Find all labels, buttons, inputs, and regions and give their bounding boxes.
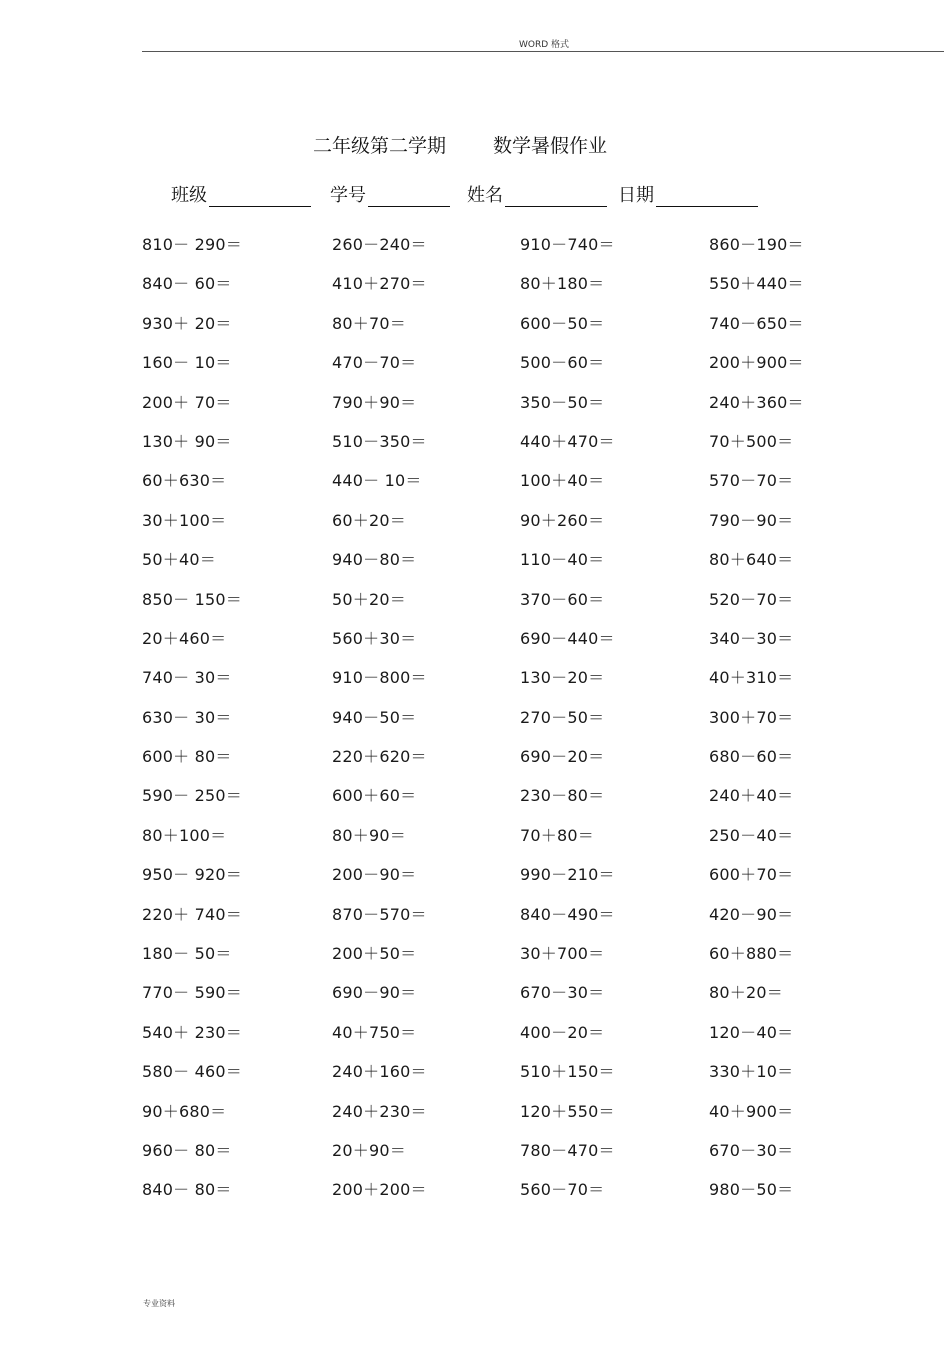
arithmetic-problem: 580－ 460＝	[142, 1062, 242, 1082]
arithmetic-problem: 940－50＝	[332, 707, 417, 727]
arithmetic-problem: 670－30＝	[520, 983, 605, 1003]
arithmetic-problem: 440－ 10＝	[332, 471, 422, 491]
arithmetic-problem: 570－70＝	[709, 471, 794, 491]
arithmetic-problem: 960－ 80＝	[142, 1140, 232, 1160]
problem-row	[142, 508, 902, 547]
arithmetic-problem: 240＋40＝	[709, 786, 794, 806]
arithmetic-problem: 810－ 290＝	[142, 235, 242, 254]
student-number-field[interactable]	[330, 181, 450, 207]
arithmetic-problem: 850－ 150＝	[142, 589, 242, 609]
arithmetic-problem: 950－ 920＝	[142, 865, 242, 885]
problem-row	[142, 862, 902, 901]
arithmetic-problem: 120－40＝	[709, 1022, 794, 1042]
arithmetic-problem: 520－70＝	[709, 589, 794, 609]
arithmetic-problem: 40＋310＝	[709, 668, 794, 688]
arithmetic-problem: 680－60＝	[709, 747, 794, 767]
problem-row	[142, 587, 902, 626]
arithmetic-problem: 510－350＝	[332, 431, 427, 451]
arithmetic-problem: 780－470＝	[520, 1140, 615, 1160]
arithmetic-problem: 790－90＝	[709, 510, 794, 530]
arithmetic-problem: 110－40＝	[520, 550, 605, 570]
student-info-fields	[0, 181, 950, 211]
arithmetic-problem: 50＋40＝	[142, 550, 216, 570]
arithmetic-problem: 690－90＝	[332, 983, 417, 1003]
arithmetic-problem: 350－50＝	[520, 392, 605, 412]
problem-row	[142, 744, 902, 783]
header-rule	[142, 51, 944, 52]
name-field[interactable]	[467, 181, 607, 207]
arithmetic-problem: 180－ 50＝	[142, 944, 232, 964]
arithmetic-problem: 770－ 590＝	[142, 983, 242, 1003]
arithmetic-problem: 60＋20＝	[332, 510, 406, 530]
problem-row	[142, 547, 902, 586]
title-semester: 二年级第二学期	[313, 135, 447, 157]
arithmetic-problem: 240＋160＝	[332, 1062, 427, 1082]
arithmetic-problem: 80＋640＝	[709, 550, 794, 570]
arithmetic-problem: 550＋440＝	[709, 274, 804, 294]
date-blank[interactable]	[656, 186, 758, 207]
arithmetic-problem: 600－50＝	[520, 313, 605, 333]
arithmetic-problem: 470－70＝	[332, 353, 417, 373]
title-subject: 数学暑假作业	[493, 135, 608, 157]
arithmetic-problem: 990－210＝	[520, 865, 615, 885]
problem-row	[142, 783, 902, 822]
problem-row	[142, 1177, 902, 1216]
arithmetic-problem: 240＋230＝	[332, 1101, 427, 1121]
arithmetic-problem: 740－650＝	[709, 313, 804, 333]
arithmetic-problem: 200＋ 70＝	[142, 392, 232, 412]
arithmetic-problem: 220＋620＝	[332, 747, 427, 767]
arithmetic-problem: 690－20＝	[520, 747, 605, 767]
arithmetic-problem: 80＋180＝	[520, 274, 605, 294]
page-footer: 专业资料	[143, 1299, 175, 1308]
arithmetic-problem: 940－80＝	[332, 550, 417, 570]
arithmetic-problem: 30＋700＝	[520, 944, 605, 964]
problem-row	[142, 1059, 902, 1098]
problem-row	[142, 1020, 902, 1059]
arithmetic-problem: 500－60＝	[520, 353, 605, 373]
arithmetic-problem: 250－40＝	[709, 825, 794, 845]
problem-row	[142, 350, 902, 389]
arithmetic-problem: 60＋630＝	[142, 471, 227, 491]
arithmetic-problem: 220＋ 740＝	[142, 904, 242, 924]
page-header: WORD 格式	[518, 40, 570, 50]
arithmetic-problem: 840－ 60＝	[142, 274, 232, 294]
arithmetic-problem: 330＋10＝	[709, 1062, 794, 1082]
arithmetic-problem: 740－ 30＝	[142, 668, 232, 688]
arithmetic-problem: 20＋90＝	[332, 1140, 406, 1160]
arithmetic-problem: 670－30＝	[709, 1140, 794, 1160]
problem-row	[142, 1138, 902, 1177]
name-blank[interactable]	[505, 186, 607, 207]
arithmetic-problem: 860－190＝	[709, 235, 804, 254]
date-label: 日期	[618, 185, 654, 206]
arithmetic-problem: 930＋ 20＝	[142, 313, 232, 333]
arithmetic-problem: 200－90＝	[332, 865, 417, 885]
problem-row	[142, 232, 902, 271]
arithmetic-problem: 790＋90＝	[332, 392, 417, 412]
arithmetic-problem: 840－490＝	[520, 904, 615, 924]
arithmetic-problem: 120＋550＝	[520, 1101, 615, 1121]
arithmetic-problem: 690－440＝	[520, 628, 615, 648]
arithmetic-problem: 200＋900＝	[709, 353, 804, 373]
problem-row	[142, 429, 902, 468]
arithmetic-problem: 230－80＝	[520, 786, 605, 806]
arithmetic-problem: 630－ 30＝	[142, 707, 232, 727]
problem-row	[142, 941, 902, 980]
arithmetic-problem: 540＋ 230＝	[142, 1022, 242, 1042]
arithmetic-problem: 870－570＝	[332, 904, 427, 924]
arithmetic-problem: 260－240＝	[332, 235, 427, 254]
arithmetic-problem: 370－60＝	[520, 589, 605, 609]
arithmetic-problem: 420－90＝	[709, 904, 794, 924]
problem-row	[142, 823, 902, 862]
arithmetic-problem: 130－20＝	[520, 668, 605, 688]
class-label: 班级	[171, 185, 207, 206]
problem-row	[142, 902, 902, 941]
arithmetic-problem: 20＋460＝	[142, 628, 227, 648]
arithmetic-problem: 80＋100＝	[142, 825, 227, 845]
arithmetic-problem: 200＋50＝	[332, 944, 417, 964]
arithmetic-problem: 160－ 10＝	[142, 353, 232, 373]
arithmetic-problem: 600＋ 80＝	[142, 747, 232, 767]
arithmetic-problem: 400－20＝	[520, 1022, 605, 1042]
problem-row	[142, 705, 902, 744]
arithmetic-problem: 70＋80＝	[520, 825, 594, 845]
problem-row	[142, 626, 902, 665]
problem-row	[142, 980, 902, 1019]
class-blank[interactable]	[209, 186, 311, 207]
arithmetic-problem: 560＋30＝	[332, 628, 417, 648]
class-field[interactable]	[171, 181, 311, 207]
arithmetic-problem: 40＋900＝	[709, 1101, 794, 1121]
arithmetic-problem: 600＋70＝	[709, 865, 794, 885]
arithmetic-problem: 90＋260＝	[520, 510, 605, 530]
arithmetic-problem: 80＋90＝	[332, 825, 406, 845]
arithmetic-problem: 510＋150＝	[520, 1062, 615, 1082]
problem-row	[142, 390, 902, 429]
problem-row	[142, 665, 902, 704]
arithmetic-problem: 40＋750＝	[332, 1022, 417, 1042]
problem-row	[142, 271, 902, 310]
arithmetic-problem: 200＋200＝	[332, 1180, 427, 1200]
arithmetic-problem: 910－740＝	[520, 235, 615, 254]
problem-row	[142, 311, 902, 350]
problem-grid	[142, 232, 902, 1217]
arithmetic-problem: 410＋270＝	[332, 274, 427, 294]
arithmetic-problem: 130＋ 90＝	[142, 431, 232, 451]
name-label: 姓名	[467, 185, 503, 206]
arithmetic-problem: 60＋880＝	[709, 944, 794, 964]
arithmetic-problem: 910－800＝	[332, 668, 427, 688]
arithmetic-problem: 50＋20＝	[332, 589, 406, 609]
arithmetic-problem: 300＋70＝	[709, 707, 794, 727]
arithmetic-problem: 80＋20＝	[709, 983, 783, 1003]
arithmetic-problem: 980－50＝	[709, 1180, 794, 1200]
arithmetic-problem: 100＋40＝	[520, 471, 605, 491]
arithmetic-problem: 600＋60＝	[332, 786, 417, 806]
arithmetic-problem: 240＋360＝	[709, 392, 804, 412]
problem-row	[142, 1099, 902, 1138]
arithmetic-problem: 90＋680＝	[142, 1101, 227, 1121]
arithmetic-problem: 340－30＝	[709, 628, 794, 648]
arithmetic-problem: 30＋100＝	[142, 510, 227, 530]
student-number-blank[interactable]	[368, 186, 450, 207]
arithmetic-problem: 440＋470＝	[520, 431, 615, 451]
arithmetic-problem: 840－ 80＝	[142, 1180, 232, 1200]
arithmetic-problem: 560－70＝	[520, 1180, 605, 1200]
date-field[interactable]	[618, 181, 758, 207]
problem-row	[142, 468, 902, 507]
arithmetic-problem: 590－ 250＝	[142, 786, 242, 806]
arithmetic-problem: 80＋70＝	[332, 313, 406, 333]
arithmetic-problem: 70＋500＝	[709, 431, 794, 451]
arithmetic-problem: 270－50＝	[520, 707, 605, 727]
student-number-label: 学号	[330, 185, 366, 206]
